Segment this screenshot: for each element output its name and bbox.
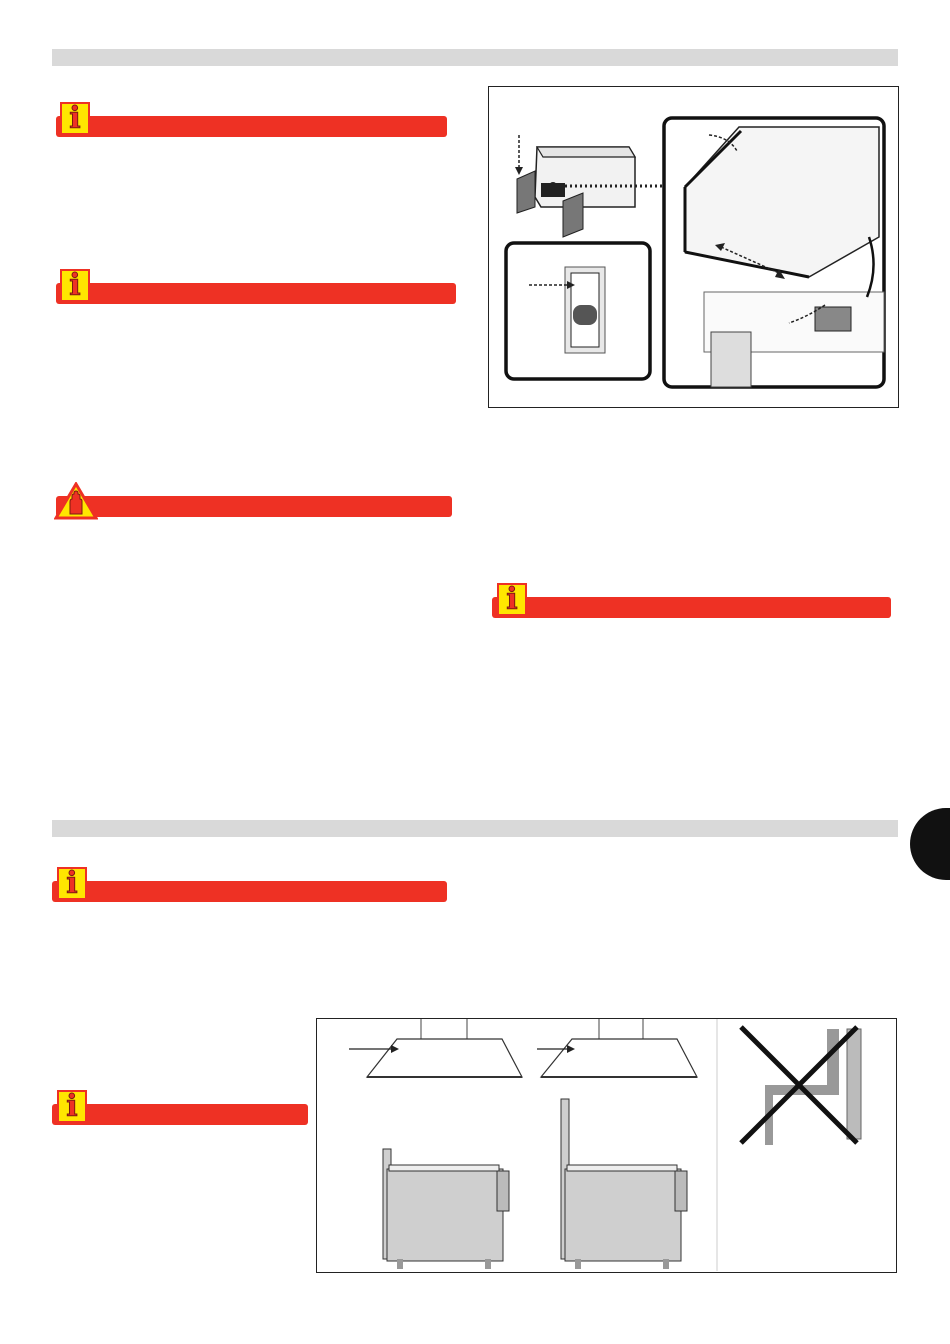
note-bar [56, 283, 456, 304]
info-icon: i [57, 867, 87, 900]
positioning-illustration [317, 1019, 895, 1271]
note-bar [492, 597, 891, 618]
info-icon: i [60, 102, 90, 135]
connection-figure [488, 86, 899, 408]
info-icon: i [497, 583, 527, 616]
info-icon: i [57, 1090, 87, 1123]
hood-drawing-right [537, 1019, 697, 1077]
section-header-bar-2 [52, 820, 898, 837]
section-header-bar-1 [52, 49, 898, 66]
hood-drawing-left [349, 1019, 522, 1077]
hand-stop-icon [54, 482, 98, 520]
info-icon: i [60, 269, 90, 302]
note-bar [56, 496, 452, 517]
note-bar [52, 881, 447, 902]
incorrect-installation-drawing [741, 1027, 861, 1145]
switch-detail-panel [506, 243, 650, 379]
terminal-detail-panel [664, 118, 884, 387]
note-bar [52, 1104, 308, 1125]
positioning-figure [316, 1018, 897, 1273]
appliance-side-view-left [383, 1149, 509, 1269]
note-bar [56, 116, 447, 137]
appliance-side-view-right [561, 1099, 687, 1269]
connection-illustration [489, 87, 897, 406]
chapter-tab [910, 808, 950, 880]
